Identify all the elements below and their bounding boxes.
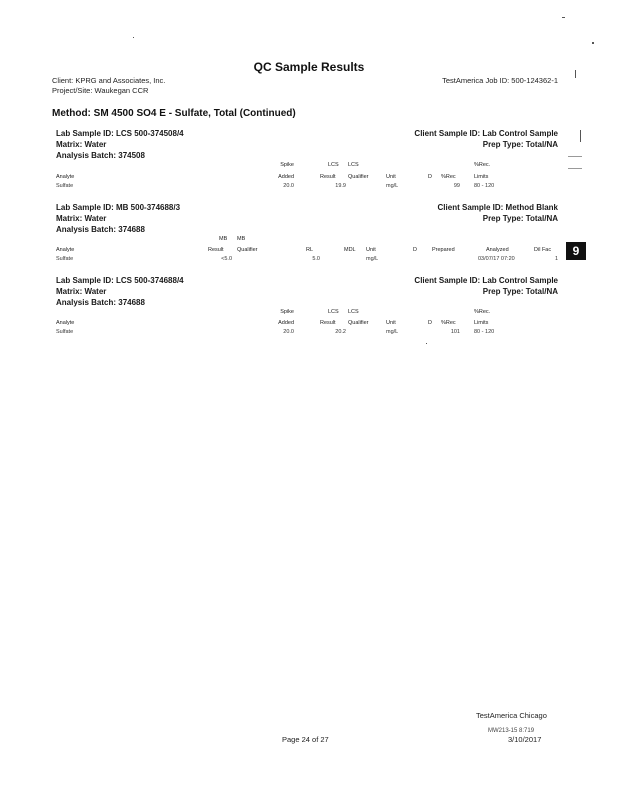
cell-result: 20.2 bbox=[335, 329, 346, 335]
col-rec-header: %Rec. bbox=[474, 309, 491, 315]
cell-unit: mg/L bbox=[366, 256, 379, 262]
scan-speck bbox=[592, 42, 594, 44]
col-analyte: Analyte bbox=[56, 320, 75, 326]
project-site: Project/Site: Waukegan CCR bbox=[52, 86, 149, 95]
col-prepared: Prepared bbox=[432, 247, 455, 253]
col-result: Result bbox=[320, 320, 336, 326]
col-analyte: Analyte bbox=[56, 247, 75, 253]
cell-rl: 5.0 bbox=[312, 256, 320, 262]
section-tab-marker: 9 bbox=[566, 242, 586, 260]
prep-type: Prep Type: Total/NA bbox=[482, 214, 558, 223]
cell-added: 20.0 bbox=[283, 329, 294, 335]
footer-page-number: Page 24 of 27 bbox=[282, 735, 329, 744]
col-limits: Limits bbox=[474, 174, 489, 180]
col-dil-fac: Dil Fac bbox=[534, 247, 552, 253]
cell-analyte: Sulfate bbox=[56, 329, 74, 335]
col-spike: Spike bbox=[280, 309, 294, 315]
col-rl: RL bbox=[306, 247, 314, 253]
col-result: Result bbox=[208, 247, 224, 253]
lab-sample-id: Lab Sample ID: LCS 500-374688/4 bbox=[56, 276, 184, 285]
col-lcs-1: LCS bbox=[328, 162, 339, 168]
scan-speck bbox=[575, 70, 576, 78]
col-lcs-2: LCS bbox=[348, 309, 359, 315]
col-unit: Unit bbox=[386, 174, 396, 180]
client-name: Client: KPRG and Associates, Inc. bbox=[52, 76, 166, 85]
col-analyzed: Analyzed bbox=[486, 247, 509, 253]
prep-type: Prep Type: Total/NA bbox=[482, 287, 558, 296]
col-analyte: Analyte bbox=[56, 174, 75, 180]
footer-lab-name: TestAmerica Chicago bbox=[476, 711, 547, 720]
client-sample-id: Client Sample ID: Method Blank bbox=[437, 203, 558, 212]
cell-unit: mg/L bbox=[386, 183, 399, 189]
cell-analyte: Sulfate bbox=[56, 183, 74, 189]
scan-speck bbox=[133, 37, 134, 38]
cell-result: <5.0 bbox=[221, 256, 232, 262]
prep-type: Prep Type: Total/NA bbox=[482, 140, 558, 149]
col-unit: Unit bbox=[386, 320, 396, 326]
scan-speck bbox=[562, 17, 565, 18]
cell-unit: mg/L bbox=[386, 329, 399, 335]
cell-added: 20.0 bbox=[283, 183, 294, 189]
page-title: QC Sample Results bbox=[253, 60, 365, 74]
col-qualifier: Qualifier bbox=[348, 320, 369, 326]
col-rec: %Rec bbox=[441, 320, 456, 326]
client-sample-id: Client Sample ID: Lab Control Sample bbox=[414, 276, 558, 285]
cell-result: 19.9 bbox=[335, 183, 346, 189]
cell-rec: 101 bbox=[450, 329, 460, 335]
col-mdl: MDL bbox=[344, 247, 356, 253]
col-d: D bbox=[428, 320, 432, 326]
col-added: Added bbox=[278, 320, 294, 326]
col-d: D bbox=[428, 174, 432, 180]
col-qualifier: Qualifier bbox=[237, 247, 258, 253]
col-qualifier: Qualifier bbox=[348, 174, 369, 180]
col-rec-header: %Rec. bbox=[474, 162, 491, 168]
col-d: D bbox=[413, 247, 417, 253]
cell-dil-fac: 1 bbox=[554, 256, 558, 262]
col-lcs-1: LCS bbox=[328, 309, 339, 315]
cell-rec: 99 bbox=[453, 183, 460, 189]
analysis-batch: Analysis Batch: 374688 bbox=[56, 225, 145, 234]
scan-speck bbox=[568, 168, 582, 169]
matrix: Matrix: Water bbox=[56, 214, 107, 223]
col-mb-1: MB bbox=[219, 236, 228, 242]
footer-doc-id: MW213-15 8:719 bbox=[488, 728, 535, 734]
col-lcs-2: LCS bbox=[348, 162, 359, 168]
cell-analyzed: 03/07/17 07:20 bbox=[478, 256, 515, 262]
matrix: Matrix: Water bbox=[56, 287, 107, 296]
method-heading: Method: SM 4500 SO4 E - Sulfate, Total (Continued) bbox=[52, 108, 296, 119]
col-limits: Limits bbox=[474, 320, 489, 326]
client-sample-id: Client Sample ID: Lab Control Sample bbox=[414, 129, 558, 138]
col-unit: Unit bbox=[366, 247, 376, 253]
analysis-batch: Analysis Batch: 374688 bbox=[56, 298, 145, 307]
scan-speck bbox=[580, 130, 581, 142]
col-result: Result bbox=[320, 174, 336, 180]
col-added: Added bbox=[278, 174, 294, 180]
footer-date: 3/10/2017 bbox=[508, 735, 542, 744]
matrix: Matrix: Water bbox=[56, 140, 107, 149]
col-rec: %Rec bbox=[441, 174, 456, 180]
analysis-batch: Analysis Batch: 374508 bbox=[56, 151, 145, 160]
cell-limits: 80 - 120 bbox=[474, 183, 495, 189]
col-mb-2: MB bbox=[237, 236, 246, 242]
cell-analyte: Sulfate bbox=[56, 256, 74, 262]
scan-speck bbox=[568, 156, 582, 157]
lab-sample-id: Lab Sample ID: LCS 500-374508/4 bbox=[56, 129, 184, 138]
lab-sample-id: Lab Sample ID: MB 500-374688/3 bbox=[56, 203, 181, 212]
job-id: TestAmerica Job ID: 500-124362-1 bbox=[442, 76, 558, 85]
cell-limits: 80 - 120 bbox=[474, 329, 495, 335]
col-spike: Spike bbox=[280, 162, 294, 168]
scan-speck bbox=[426, 343, 427, 344]
